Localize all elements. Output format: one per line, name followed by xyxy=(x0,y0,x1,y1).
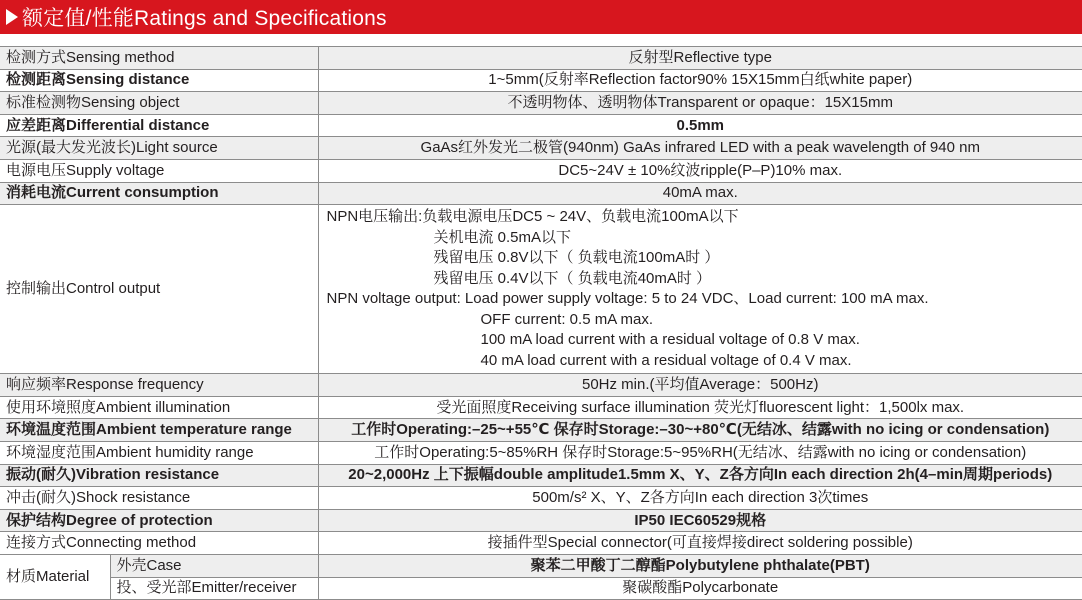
row-value: 1~5mm(反射率Reflection factor90% 15X15mm白纸white paper) xyxy=(318,69,1082,92)
row-value: IP50 IEC60529规格 xyxy=(318,509,1082,532)
table-row xyxy=(0,441,1082,464)
table-row xyxy=(0,419,1082,442)
control-output-details xyxy=(318,205,1082,374)
row-label: 标准检测物Sensing object xyxy=(0,92,318,115)
emitter-value: 聚碳酸酯Polycarbonate xyxy=(318,577,1082,600)
control-line: 关机电流 0.5mA以下 xyxy=(327,228,1082,249)
control-line: OFF current: 0.5 mA max. xyxy=(327,310,1082,331)
case-label: 外壳Case xyxy=(110,554,318,577)
table-row xyxy=(0,137,1082,160)
table-row xyxy=(0,396,1082,419)
table-row xyxy=(0,114,1082,137)
row-value: 50Hz min.(平均值Average：500Hz) xyxy=(318,374,1082,397)
row-value: 20~2,000Hz 上下振幅double amplitude1.5mm X、Y、Z各方向In each direction 2h(4–min周期periods) xyxy=(318,464,1082,487)
row-value: 工作时Operating:–25~+55℃ 保存时Storage:–30~+80℃(无结冰、结露with no icing or condensation) xyxy=(318,419,1082,442)
table-row xyxy=(0,159,1082,182)
control-line: 残留电压 0.4V以下（ 负载电流40mA时 ） xyxy=(327,269,1082,290)
table-row xyxy=(0,182,1082,205)
material-label: 材质Material xyxy=(0,554,110,599)
row-label: 振动(耐久)Vibration resistance xyxy=(0,464,318,487)
table-row xyxy=(0,509,1082,532)
control-output-row xyxy=(0,205,1082,374)
row-label: 环境湿度范围Ambient humidity range xyxy=(0,441,318,464)
row-label: 应差距离Differential distance xyxy=(0,114,318,137)
control-line: 100 mA load current with a residual voltage of 0.8 V max. xyxy=(327,330,1082,351)
play-arrow-icon xyxy=(6,9,18,25)
table-row xyxy=(0,464,1082,487)
table-row xyxy=(0,487,1082,510)
row-label: 环境温度范围Ambient temperature range xyxy=(0,419,318,442)
control-line: NPN voltage output: Load power supply voltage: 5 to 24 VDC、Load current: 100 mA max. xyxy=(327,289,1082,310)
emitter-label: 投、受光部Emitter/receiver xyxy=(110,577,318,600)
row-label: 保护结构Degree of protection xyxy=(0,509,318,532)
control-line: 残留电压 0.8V以下（ 负载电流100mA时 ） xyxy=(327,248,1082,269)
row-value: DC5~24V ± 10%纹波ripple(P–P)10% max. xyxy=(318,159,1082,182)
row-value: 500m/s² X、Y、Z各方向In each direction 3次times xyxy=(318,487,1082,510)
control-line: NPN电压输出:负载电源电压DC5 ~ 24V、负载电流100mA以下 xyxy=(327,207,1082,228)
row-label: 电源电压Supply voltage xyxy=(0,159,318,182)
row-label: 检测距离Sensing distance xyxy=(0,69,318,92)
row-value: 接插件型Special connector(可直接焊接direct soldering possible) xyxy=(318,532,1082,555)
spec-table xyxy=(0,46,1082,600)
row-label: 连接方式Connecting method xyxy=(0,532,318,555)
row-value: 受光面照度Receiving surface illumination 荧光灯fluorescent light：1,500lx max. xyxy=(318,396,1082,419)
table-row xyxy=(0,92,1082,115)
row-value: 不透明物体、透明物体Transparent or opaque：15X15mm xyxy=(318,92,1082,115)
row-label: 光源(最大发光波长)Light source xyxy=(0,137,318,160)
row-value: GaAs红外发光二极管(940nm) GaAs infrared LED with a peak wavelength of 940 nm xyxy=(318,137,1082,160)
table-row xyxy=(0,69,1082,92)
row-value: 40mA max. xyxy=(318,182,1082,205)
row-label: 控制输出Control output xyxy=(0,205,318,374)
case-value: 聚苯二甲酸丁二醇酯Polybutylene phthalate(PBT) xyxy=(318,554,1082,577)
row-value: 工作时Operating:5~85%RH 保存时Storage:5~95%RH(无结冰、结露with no icing or condensation) xyxy=(318,441,1082,464)
table-row xyxy=(0,47,1082,70)
row-value: 0.5mm xyxy=(318,114,1082,137)
material-emitter-row xyxy=(0,577,1082,600)
section-title-banner xyxy=(0,0,1082,34)
row-label: 消耗电流Current consumption xyxy=(0,182,318,205)
row-label: 检测方式Sensing method xyxy=(0,47,318,70)
material-case-row xyxy=(0,554,1082,577)
table-row xyxy=(0,532,1082,555)
row-label: 冲击(耐久)Shock resistance xyxy=(0,487,318,510)
row-value: 反射型Reflective type xyxy=(318,47,1082,70)
row-label: 使用环境照度Ambient illumination xyxy=(0,396,318,419)
section-title: 额定值/性能Ratings and Specifications xyxy=(22,2,387,32)
control-line: 40 mA load current with a residual voltage of 0.4 V max. xyxy=(327,351,1082,372)
table-row xyxy=(0,374,1082,397)
row-label: 响应频率Response frequency xyxy=(0,374,318,397)
